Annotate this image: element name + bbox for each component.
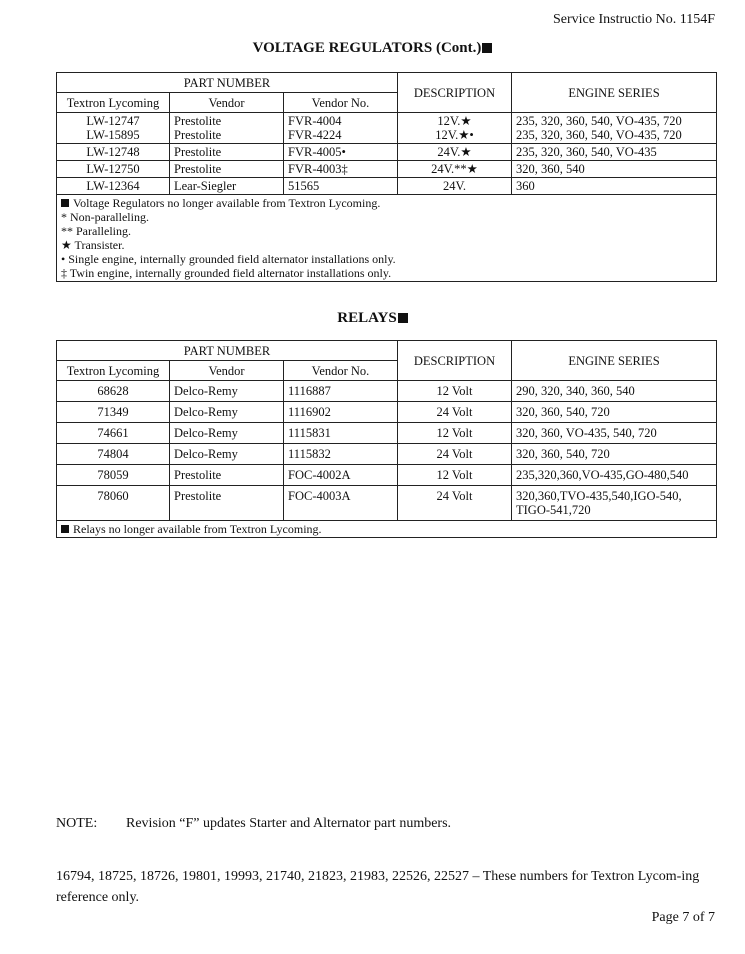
engine-series-cell-line: 235, 320, 360, 540, VO-435 [516, 145, 657, 159]
textron-lycoming-header: Textron Lycoming [57, 93, 170, 113]
description-header: DESCRIPTION [398, 73, 512, 113]
textron-lycoming-cell: 74661 [57, 423, 170, 444]
textron-lycoming-cell-line: LW-12750 [86, 162, 140, 176]
textron-lycoming-cell: 68628 [57, 381, 170, 402]
table-row [57, 144, 717, 161]
engine-series-cell: 320,360,TVO-435,540,IGO-540, TIGO-541,720 [512, 486, 717, 521]
description-cell-line: 24V.★ [437, 145, 472, 159]
textron-lycoming-cell [57, 178, 170, 195]
engine-series-header: ENGINE SERIES [512, 341, 717, 381]
engine-series-cell [512, 144, 717, 161]
relays-title [0, 310, 745, 327]
voltage-regulators-title [0, 40, 745, 57]
engine-series-cell-line: 360 [516, 179, 535, 193]
description-cell [398, 113, 512, 144]
vendor-no-cell [284, 144, 398, 161]
vendor-no-cell: 1115832 [284, 444, 398, 465]
reference-numbers: 16794, 18725, 18726, 19801, 19993, 21740, 21823, 21983, 22526, 22527 – These numbers for Textron Lycom-ing reference only. [56, 869, 700, 905]
vendor-no-header: Vendor No. [284, 93, 398, 113]
vendor-cell [170, 144, 284, 161]
engine-series-cell-line: 235, 320, 360, 540, VO-435, 720 [516, 114, 682, 128]
black-square-icon [61, 199, 69, 207]
vendor-no-cell: FOC-4002A [284, 465, 398, 486]
description-header: DESCRIPTION [398, 341, 512, 381]
description-cell-line: 24V.**★ [431, 162, 478, 176]
engine-series-cell [512, 161, 717, 178]
description-cell: 24 Volt [398, 486, 512, 521]
vendor-cell: Delco-Remy [170, 444, 284, 465]
textron-lycoming-cell: 71349 [57, 402, 170, 423]
vendor-header: Vendor [170, 93, 284, 113]
description-cell [398, 161, 512, 178]
vendor-no-cell: 1116902 [284, 402, 398, 423]
vendor-cell: Delco-Remy [170, 381, 284, 402]
vendor-cell: Prestolite [170, 486, 284, 521]
vendor-header: Vendor [170, 361, 284, 381]
voltage-title-text: VOLTAGE REGULATORS (Cont.) [252, 40, 482, 56]
vendor-cell: Prestolite [170, 465, 284, 486]
note-line: • Single engine, internally grounded field alternator installations only. [61, 252, 396, 266]
textron-lycoming-cell-line: LW-12748 [86, 145, 140, 159]
voltage-regulators-table [56, 72, 717, 282]
page-number: Page 7 of 7 [651, 910, 715, 925]
description-cell: 12 Volt [398, 381, 512, 402]
vendor-no-header: Vendor No. [284, 361, 398, 381]
engine-series-cell: 235,320,360,VO-435,GO-480,540 [512, 465, 717, 486]
vendor-no-cell-line: FVR-4224 [288, 128, 342, 142]
description-cell-line: 24V. [442, 179, 467, 193]
note-text: Revision “F” updates Starter and Alternator part numbers. [126, 816, 452, 831]
vendor-no-cell-line: FVR-4003‡ [288, 162, 348, 176]
table-row [57, 465, 717, 486]
table-row [57, 113, 717, 144]
description-cell-line: 12V.★• [435, 128, 474, 142]
voltage-notes [57, 195, 717, 282]
vendor-no-cell [284, 113, 398, 144]
vendor-no-cell: 1116887 [284, 381, 398, 402]
part-number-header: PART NUMBER [57, 73, 398, 93]
description-cell-line: 12V.★ [437, 114, 472, 128]
vendor-no-cell-line: 51565 [288, 179, 320, 193]
vendor-no-cell [284, 178, 398, 195]
table-row [57, 486, 717, 521]
textron-lycoming-cell-line: LW-12364 [86, 179, 140, 193]
vendor-no-cell: FOC-4003A [284, 486, 398, 521]
description-cell: 12 Volt [398, 465, 512, 486]
vendor-no-cell-line: FVR-4005• [288, 145, 346, 159]
revision-note [56, 816, 451, 832]
part-number-header: PART NUMBER [57, 341, 398, 361]
engine-series-cell-line: 235, 320, 360, 540, VO-435, 720 [516, 128, 682, 142]
document-reference: Service Instructio No. 1154F [552, 12, 715, 27]
textron-lycoming-cell: 78060 [57, 486, 170, 521]
vendor-cell-line: Prestolite [174, 114, 222, 128]
black-square-icon [398, 313, 408, 323]
description-cell [398, 144, 512, 161]
engine-series-cell: 290, 320, 340, 360, 540 [512, 381, 717, 402]
vendor-no-cell-line: FVR-4004 [288, 114, 342, 128]
engine-series-cell: 320, 360, VO-435, 540, 720 [512, 423, 717, 444]
vendor-cell: Delco-Remy [170, 402, 284, 423]
textron-lycoming-cell-line: LW-12747 [86, 114, 140, 128]
textron-lycoming-cell [57, 161, 170, 178]
black-square-icon [482, 43, 492, 53]
note-line: ‡ Twin engine, internally grounded field alternator installations only. [61, 266, 392, 280]
engine-series-cell: 320, 360, 540, 720 [512, 402, 717, 423]
relays-title-text: RELAYS [337, 310, 397, 326]
note-line: * Non-paralleling. [61, 210, 149, 224]
engine-series-header: ENGINE SERIES [512, 73, 717, 113]
note-line: Voltage Regulators no longer available from Textron Lycoming. [61, 196, 712, 210]
relays-table [56, 340, 717, 538]
note-line: ** Paralleling. [61, 224, 131, 238]
textron-lycoming-cell-line: LW-15895 [86, 128, 140, 142]
vendor-cell-line: Prestolite [174, 128, 222, 142]
textron-lycoming-cell: 78059 [57, 465, 170, 486]
note-line: ★ Transister. [61, 238, 125, 252]
table-row [57, 444, 717, 465]
textron-lycoming-cell: 74804 [57, 444, 170, 465]
table-row [57, 423, 717, 444]
vendor-cell-line: Prestolite [174, 162, 222, 176]
relay-note: Relays no longer available from Textron Lycoming. [57, 521, 717, 538]
engine-series-cell-line: 320, 360, 540 [516, 162, 585, 176]
vendor-cell [170, 161, 284, 178]
textron-lycoming-header: Textron Lycoming [57, 361, 170, 381]
table-row [57, 402, 717, 423]
description-cell [398, 178, 512, 195]
textron-lycoming-cell [57, 113, 170, 144]
table-row [57, 178, 717, 195]
black-square-icon [61, 525, 69, 533]
table-row [57, 161, 717, 178]
vendor-no-cell [284, 161, 398, 178]
vendor-cell-line: Lear-Siegler [174, 179, 237, 193]
description-cell: 24 Volt [398, 402, 512, 423]
vendor-cell [170, 178, 284, 195]
vendor-cell: Delco-Remy [170, 423, 284, 444]
vendor-cell [170, 113, 284, 144]
engine-series-cell [512, 178, 717, 195]
engine-series-cell [512, 113, 717, 144]
engine-series-cell: 320, 360, 540, 720 [512, 444, 717, 465]
table-row [57, 381, 717, 402]
vendor-cell-line: Prestolite [174, 145, 222, 159]
vendor-no-cell: 1115831 [284, 423, 398, 444]
description-cell: 24 Volt [398, 444, 512, 465]
note-label: NOTE: [56, 816, 98, 831]
textron-lycoming-cell [57, 144, 170, 161]
description-cell: 12 Volt [398, 423, 512, 444]
